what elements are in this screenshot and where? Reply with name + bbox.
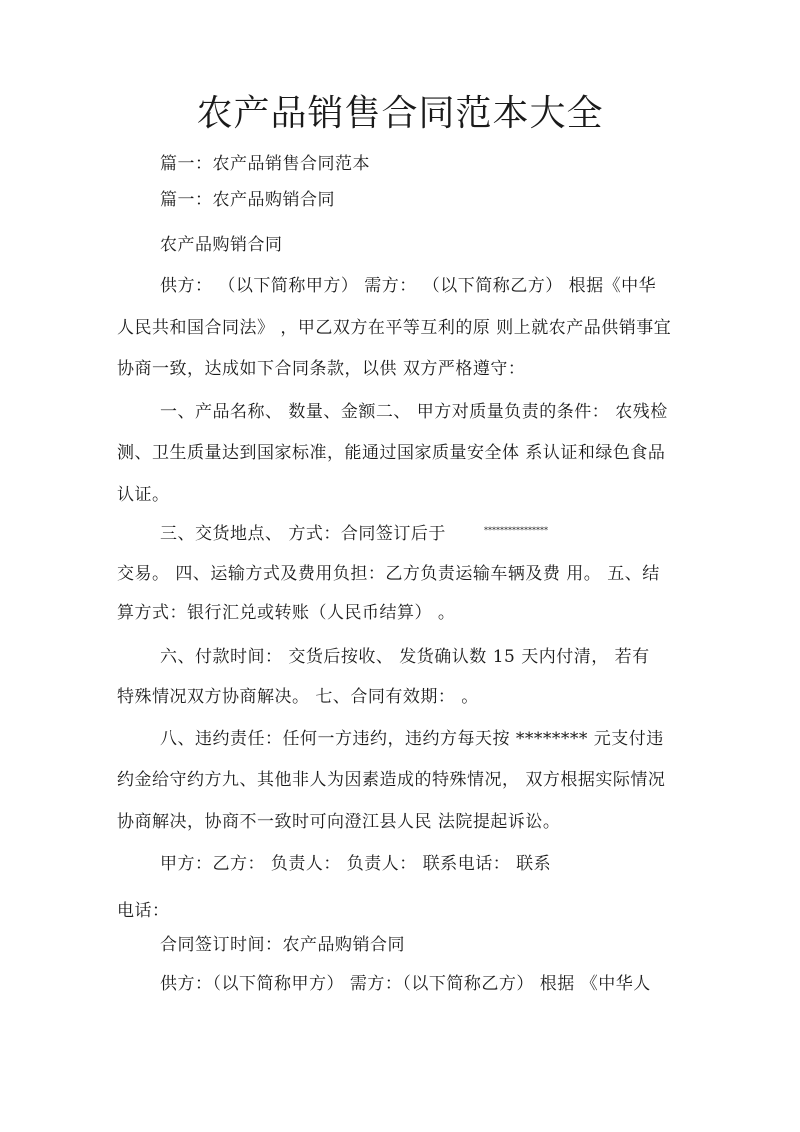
paragraph-line: 特殊情况双方协商解决。 七、合同有效期： 。 [117, 687, 479, 707]
section-heading-1: 篇一：农产品销售合同范本 [160, 154, 370, 174]
paragraph-line: 交易。 四、运输方式及费用负担：乙方负责运输车辆及费 用。 五、结 [117, 564, 660, 584]
paragraph-line: 协商一致，达成如下合同条款，以供 双方严格遵守： [117, 359, 526, 379]
paragraph-line: 供方：（以下简称甲方） 需方：（以下简称乙方） 根据 《中华人 [160, 974, 651, 994]
paragraph-line: 约金给守约方九、其他非人为因素造成的特殊情况， 双方根据实际情况 [117, 770, 666, 790]
contract-name: 农产品购销合同 [160, 235, 283, 255]
paragraph-line: 人民共和国合同法》 ，甲乙双方在平等互利的原 则上就农产品供销事宜 [117, 318, 672, 338]
section-heading-2: 篇一：农产品购销合同 [160, 190, 335, 210]
document-title: 农产品销售合同范本大全 [196, 93, 604, 134]
paragraph-line: 协商解决，协商不一致时可向澄江县人民 法院提起诉讼。 [117, 812, 561, 832]
paragraph-line: 三、交货地点、 方式：合同签订后于 [160, 524, 446, 544]
paragraph-line: 八、违约责任：任何一方违约，违约方每天按 ******** 元支付违 [160, 729, 664, 749]
paragraph-line: 供方： （以下简称甲方） 需方： （以下简称乙方） 根据《中华 [160, 276, 657, 296]
paragraph-line: 算方式：银行汇兑或转账（人民币结算） 。 [117, 603, 456, 623]
signature-line: 电话： [117, 901, 170, 921]
signature-line: 甲方：乙方： 负责人： 负责人： 联系电话： 联系 [160, 854, 552, 874]
paragraph-line: 一、产品名称、 数量、金额二、 甲方对质量负责的条件： 农残检 [160, 402, 668, 422]
paragraph-line: 测、卫生质量达到国家标准，能通过国家质量安全体 系认证和绿色食品 [117, 443, 666, 463]
paragraph-line: 认证。 [117, 485, 170, 505]
placeholder-stars: **************** [484, 526, 548, 535]
paragraph-line: 六、付款时间： 交货后按收、 发货确认数 15 天内付清， 若有 [160, 647, 650, 667]
paragraph-line: 合同签订时间：农产品购销合同 [160, 935, 405, 955]
